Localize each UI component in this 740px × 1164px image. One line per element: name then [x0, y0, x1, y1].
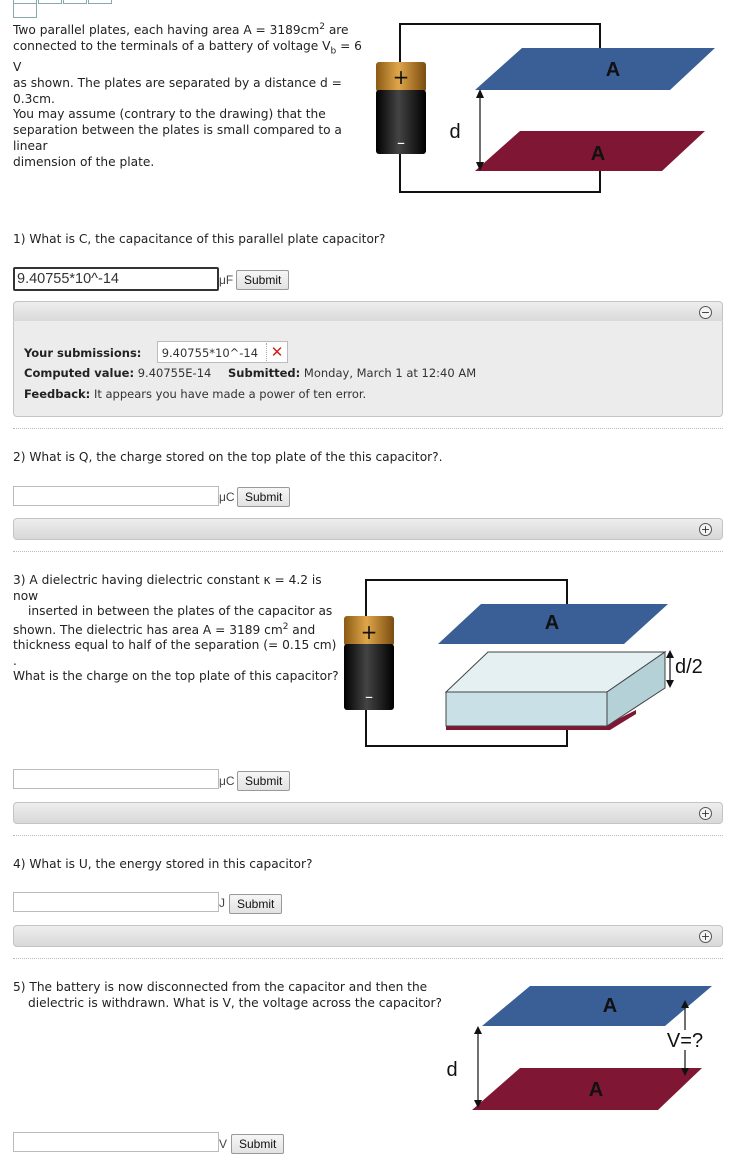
question-5-text: 5) The battery is now disconnected from the capacitor and then the dielectric is withdrawn. What is V, the voltage across the capacitor? [13, 980, 442, 1010]
energy-answer-input[interactable] [13, 892, 219, 912]
q4-submit-button[interactable]: Submit [229, 894, 282, 914]
top-plate [475, 48, 715, 90]
question-1-text: 1) What is C, the capacitance of this parallel plate capacitor? [13, 232, 386, 246]
expand-icon[interactable]: + [700, 523, 711, 536]
feedback-row [24, 387, 366, 401]
battery [376, 62, 426, 154]
top-tab-strip [13, 0, 133, 4]
q4-feedback-bar[interactable] [13, 925, 723, 947]
capacitor-diagram-2 [340, 572, 720, 752]
question-2-text: 2) What is Q, the charge stored on the top plate of the this capacitor?. [13, 450, 443, 464]
half-gap-label: d/2 [675, 656, 703, 678]
question-3-text: 3) A dielectric having dielectric constant κ = 4.2 is now inserted in between the plates of the capacitor as shown. The dielectric has area A = 3189 $cm^2$ and thickness equal to half of the separation (= 0.15 cm) . What is the charge on the top plate of this capacitor? [13, 573, 339, 684]
q1-feedback-panel [13, 321, 723, 417]
submission-chip[interactable] [157, 341, 289, 363]
problem-intro: Two parallel plates, each having area $A = 3189cm^2$ are connected to the terminals of a battery of voltage $V_b = 6$ V as shown. The plates are separated by a distance d = 0.3cm. You may assume (contrary to the drawing) that the separation between the plates is small compared to a linear dimension of the plate. [13, 22, 362, 169]
charge-answer-input[interactable] [13, 486, 219, 506]
battery-minus-label: – [365, 687, 373, 706]
top-plate-label: A [605, 59, 621, 81]
dielectric-charge-unit: μC [219, 774, 235, 788]
charge-unit: μC [219, 490, 235, 504]
battery-plus-label: + [392, 65, 410, 89]
top-plate-label: A [602, 995, 618, 1017]
voltage-label: V=? [666, 1030, 704, 1052]
distance-label: d [446, 1059, 458, 1081]
tab-5[interactable] [13, 4, 37, 18]
incorrect-x-icon: ✕ [266, 343, 284, 361]
voltage-unit: V [219, 1137, 228, 1151]
separation-arrow [476, 89, 484, 171]
voltage-answer-input[interactable] [13, 1132, 219, 1152]
expand-icon[interactable]: + [700, 807, 711, 820]
submission-value: 9.40755*10^-14 [161, 346, 259, 360]
distance-label: d [449, 121, 461, 143]
q5-submit-button[interactable]: Submit [231, 1134, 284, 1154]
submitted-row [228, 366, 476, 380]
capacitance-unit: μF [219, 273, 234, 287]
bottom-plate-label: A [590, 143, 606, 165]
divider [13, 551, 723, 552]
submitted-label: Submitted: [228, 366, 301, 380]
q1-submit-button[interactable]: Submit [236, 270, 289, 290]
collapse-icon[interactable]: − [700, 306, 711, 319]
battery-plus-label: + [360, 620, 378, 644]
feedback-message: It appears you have made a power of ten error. [93, 387, 367, 401]
tab-4[interactable] [88, 0, 112, 4]
divider [13, 835, 723, 836]
expand-icon[interactable]: + [700, 930, 711, 943]
battery [344, 616, 394, 710]
battery-minus-label: – [397, 133, 405, 152]
divider [13, 958, 723, 959]
bottom-plate-label: A [588, 1079, 604, 1101]
computed-value: 9.40755E-14 [137, 366, 212, 380]
tab-3[interactable] [63, 0, 87, 4]
energy-unit: J [219, 896, 225, 910]
top-plate [482, 986, 712, 1026]
submitted-value: Monday, March 1 at 12:40 AM [303, 366, 477, 380]
top-plate-label: A [544, 612, 560, 634]
computed-row [24, 366, 211, 380]
dielectric-charge-answer-input[interactable] [13, 769, 219, 789]
q2-feedback-bar[interactable] [13, 518, 723, 540]
q3-feedback-bar[interactable] [13, 802, 723, 824]
q3-submit-button[interactable]: Submit [237, 771, 290, 791]
submissions-label: Your submissions: [24, 346, 142, 360]
capacitor-diagram-1 [370, 18, 730, 198]
computed-label: Computed value: [24, 366, 135, 380]
question-4-text: 4) What is U, the energy stored in this capacitor? [13, 857, 313, 871]
half-gap-arrow [666, 650, 674, 688]
capacitance-answer-input[interactable]: 9.40755*10^-14 [13, 267, 219, 291]
tab-2[interactable] [38, 0, 62, 4]
bottom-plate [472, 1068, 702, 1110]
divider [13, 428, 723, 429]
submissions-row [24, 341, 288, 363]
q1-feedback-header[interactable] [13, 301, 723, 323]
feedback-label: Feedback: [24, 387, 91, 401]
capacitor-diagram-3 [430, 978, 730, 1118]
separation-arrow [474, 1026, 482, 1108]
q2-submit-button[interactable]: Submit [237, 487, 290, 507]
